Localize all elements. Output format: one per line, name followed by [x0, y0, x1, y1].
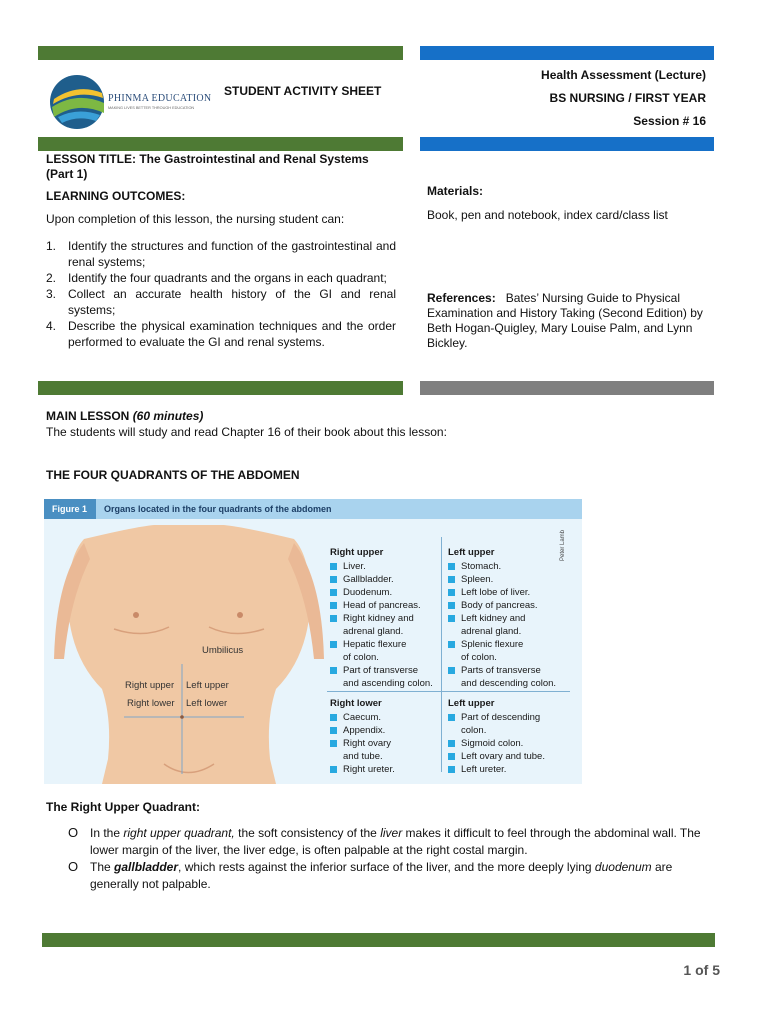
bullet-square-icon — [448, 667, 455, 674]
quadrant-heading: Right upper — [330, 547, 384, 558]
ruq-text: are generally not palpable. — [90, 860, 673, 891]
session-number: Session # 16 — [633, 114, 706, 128]
organ-item: Part of descending — [448, 711, 568, 724]
figure-credit: Peter Lamb — [560, 529, 566, 561]
materials-heading: Materials: — [427, 184, 484, 198]
organ-item-continuation: and descending colon. — [461, 678, 557, 689]
quadrant-heading: Right lower — [330, 698, 382, 709]
organ-item: Duodenum. — [330, 586, 438, 599]
umbilicus-label: Umbilicus — [202, 645, 244, 656]
bullet-square-icon — [330, 602, 337, 609]
bullet-square-icon — [330, 641, 337, 648]
left-upper-label: Left upper — [186, 680, 229, 691]
header-bar-left-top — [38, 46, 403, 60]
materials-text: Book, pen and notebook, index card/class list — [427, 208, 668, 222]
outcome-number: 2. — [46, 271, 57, 285]
torso-illustration — [44, 519, 334, 784]
quadrant-right-lower — [330, 698, 438, 776]
main-lesson-heading — [46, 409, 203, 423]
bullet-square-icon — [330, 589, 337, 596]
ruq-bullet-list — [68, 825, 718, 893]
organ-item-continuation: adrenal gland. — [461, 626, 522, 637]
org-name: PHINMA EDUCATION — [108, 93, 212, 104]
figure-title: Organs located in the four quadrants of the abdomen — [104, 504, 332, 514]
bullet-square-icon — [448, 615, 455, 622]
organ-item-continuation: and tube. — [343, 751, 383, 762]
quadrant-left-upper — [448, 547, 568, 690]
quadrant-heading: Left upper — [448, 547, 495, 558]
right-upper-label: Right upper — [125, 680, 175, 691]
header-bar-right-bottom — [420, 137, 714, 151]
quadrant-right-upper — [330, 547, 438, 690]
phinma-logo — [48, 73, 212, 133]
ruq-bullet-marker: O — [68, 859, 79, 874]
bullet-square-icon — [448, 753, 455, 760]
organ-item: Right ovary — [330, 737, 438, 750]
quadrant-divider-vertical — [441, 537, 442, 772]
organ-item: Right ureter. — [330, 763, 438, 776]
outcome-number: 4. — [46, 319, 57, 333]
bullet-square-icon — [448, 563, 455, 570]
header-bar-left-bottom — [38, 137, 403, 151]
outcome-item — [46, 238, 396, 270]
ruq-text: makes it difficult to feel through the abdominal wall. The lower margin of the liver, the liver edge, is often palpable at the right costal margin. — [90, 826, 701, 857]
outcome-text: Identify the structures and function of the gastrointestinal and renal systems; — [68, 239, 396, 269]
lesson-title: LESSON TITLE: The Gastrointestinal and Renal Systems (Part 1) — [46, 152, 369, 181]
references-text: Bates’ Nursing Guide to Physical Examination and History Taking (Second Edition) by Beth Hogan-Quigley, Mary Louise Palm, and Lynn Bickley. — [427, 291, 703, 350]
organ-item: Splenic flexure — [448, 638, 568, 651]
organ-item: Appendix. — [330, 724, 438, 737]
organ-item-continuation: of colon. — [461, 652, 497, 663]
figure-header — [44, 499, 582, 519]
organ-item: Stomach. — [448, 560, 568, 573]
bullet-square-icon — [448, 589, 455, 596]
footer-bar — [42, 933, 715, 947]
bullet-square-icon — [330, 563, 337, 570]
section-bar-right — [420, 381, 714, 395]
header-bar-right-top — [420, 46, 714, 60]
left-lower-label: Left lower — [186, 698, 228, 709]
ruq-text: the soft consistency of the — [234, 826, 381, 840]
outcome-number: 1. — [46, 239, 57, 253]
bullet-square-icon — [448, 602, 455, 609]
organ-item: Head of pancreas. — [330, 599, 438, 612]
organ-item: Part of transverse — [330, 664, 438, 677]
organ-item: Caecum. — [330, 711, 438, 724]
section-bar-left — [38, 381, 403, 395]
org-tagline: MAKING LIVES BETTER THROUGH EDUCATION — [108, 106, 195, 110]
ruq-bullet-marker: O — [68, 825, 79, 840]
ruq-emphasis: duodenum — [594, 860, 652, 874]
quadrant-heading: Left upper — [448, 698, 495, 709]
bullet-square-icon — [448, 576, 455, 583]
outcomes-heading: LEARNING OUTCOMES: — [46, 189, 186, 203]
main-lesson-title: MAIN LESSON — [46, 409, 130, 423]
organ-item: Left lobe of liver. — [448, 586, 568, 599]
ruq-bullet-item — [68, 859, 718, 893]
abdomen-figure — [44, 499, 582, 784]
references-block — [427, 291, 713, 351]
organ-item: Spleen. — [448, 573, 568, 586]
bullet-square-icon — [330, 576, 337, 583]
organ-item: Gallbladder. — [330, 573, 438, 586]
organ-item-continuation: adrenal gland. — [343, 626, 404, 637]
bullet-square-icon — [330, 766, 337, 773]
outcome-text: Collect an accurate health history of the GI and renal systems; — [68, 287, 396, 317]
quadrant-left-lower — [448, 698, 568, 776]
quadrants-heading: THE FOUR QUADRANTS OF THE ABDOMEN — [46, 468, 300, 482]
ruq-text: , which rests against the inferior surface of the liver, and the more deeply lying — [178, 860, 595, 874]
bullet-square-icon — [330, 714, 337, 721]
ruq-text: In the — [90, 826, 124, 840]
outcome-item — [46, 286, 396, 318]
figure-tag: Figure 1 — [44, 499, 96, 519]
organ-item-continuation: of colon. — [343, 652, 379, 663]
organ-item-continuation: colon. — [461, 725, 487, 736]
ruq-text: The — [90, 860, 115, 874]
outcome-text: Identify the four quadrants and the organs in each quadrant; — [68, 271, 387, 285]
organ-item: Left ureter. — [448, 763, 568, 776]
sheet-title: STUDENT ACTIVITY SHEET — [224, 84, 382, 98]
organ-item: Left ovary and tube. — [448, 750, 568, 763]
references-heading: References: — [427, 291, 496, 305]
ruq-emphasis: gallbladder — [114, 860, 179, 874]
organ-item: Sigmoid colon. — [448, 737, 568, 750]
main-lesson-duration: (60 minutes) — [132, 409, 204, 423]
bullet-square-icon — [330, 615, 337, 622]
learning-outcomes-list — [46, 238, 396, 350]
bullet-square-icon — [330, 667, 337, 674]
outcome-item — [46, 318, 396, 350]
organ-item: Right kidney and — [330, 612, 438, 625]
bullet-square-icon — [330, 740, 337, 747]
program-title: BS NURSING / FIRST YEAR — [549, 91, 706, 105]
ruq-emphasis: liver — [380, 826, 403, 840]
outcome-number: 3. — [46, 287, 57, 301]
organ-item: Liver. — [330, 560, 438, 573]
course-title: Health Assessment (Lecture) — [541, 68, 706, 82]
organ-item: Body of pancreas. — [448, 599, 568, 612]
ruq-emphasis: right upper quadrant, — [123, 826, 235, 840]
bullet-square-icon — [448, 641, 455, 648]
page-number: 1 of 5 — [683, 962, 720, 978]
organ-item: Left kidney and — [448, 612, 568, 625]
right-lower-label: Right lower — [127, 698, 175, 709]
quadrant-divider-horizontal — [327, 691, 570, 692]
organ-item: Hepatic flexure — [330, 638, 438, 651]
ruq-bullet-item — [68, 825, 718, 859]
main-lesson-text: The students will study and read Chapter 16 of their book about this lesson: — [46, 425, 447, 439]
organ-item-continuation: and ascending colon. — [343, 678, 433, 689]
bullet-square-icon — [448, 766, 455, 773]
outcome-text: Describe the physical examination techniques and the order performed to evaluate the GI and renal systems. — [68, 319, 396, 349]
bullet-square-icon — [448, 740, 455, 747]
outcomes-intro: Upon completion of this lesson, the nursing student can: — [46, 212, 345, 226]
organ-item: Parts of transverse — [448, 664, 568, 677]
bullet-square-icon — [330, 727, 337, 734]
ruq-heading: The Right Upper Quadrant: — [46, 800, 200, 814]
outcome-item — [46, 270, 396, 286]
bullet-square-icon — [448, 714, 455, 721]
phinma-logo-icon — [48, 73, 106, 131]
